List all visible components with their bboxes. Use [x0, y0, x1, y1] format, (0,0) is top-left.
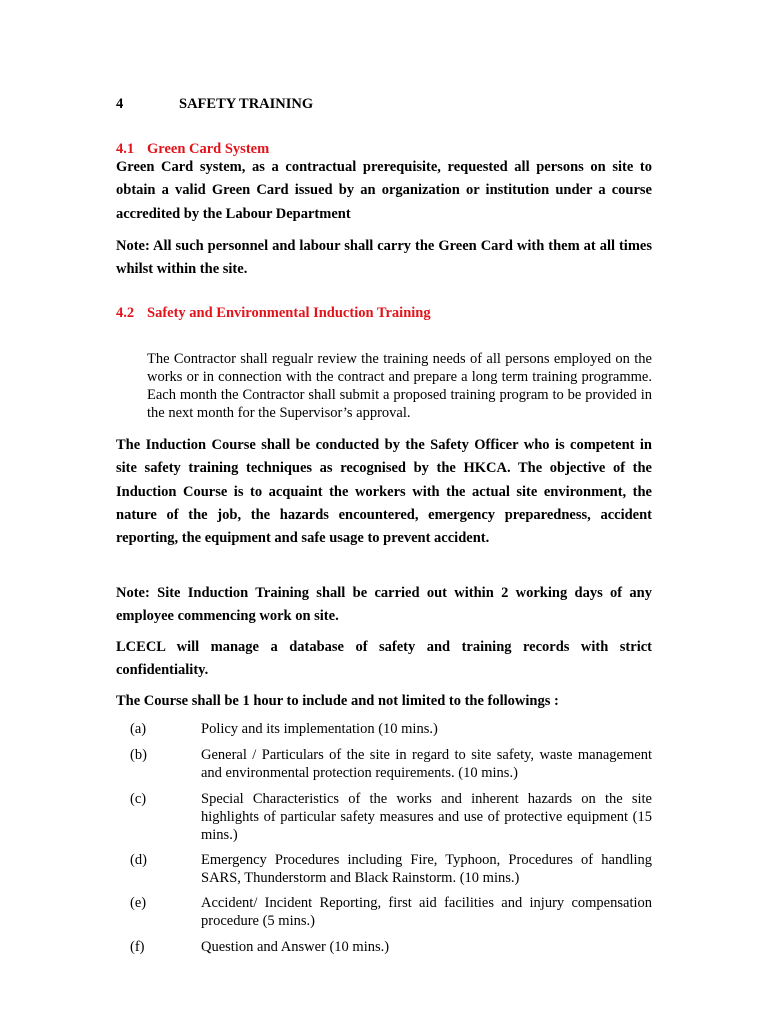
list-item-text: Question and Answer (10 mins.): [201, 939, 390, 955]
list-item-label: (d): [130, 852, 147, 868]
subsection-heading-4-2: [116, 304, 431, 322]
list-item: [116, 938, 652, 956]
list-item-label: (b): [130, 747, 147, 763]
list-item-text: Policy and its implementation (10 mins.): [201, 721, 438, 737]
section-title: SAFETY TRAINING: [179, 96, 314, 112]
subsection-number: 4.1: [116, 141, 135, 157]
subsection-title: Safety and Environmental Induction Training: [147, 305, 431, 321]
list-item: [116, 790, 652, 844]
training-intro-paragraph: The Contractor shall regualr review the training needs of all persons employed on the works or in connection with the contract and prepare a long term training programme. Each month the Contractor shall submit a proposed training program to be provided in the next month for the Supervisor’s approval.: [147, 351, 652, 421]
database-paragraph: LCECL will manage a database of safety and training records with strict confidentiality.: [116, 639, 652, 679]
induction-note: Note: Site Induction Training shall be carried out within 2 working days of any employee commencing work on site.: [116, 585, 652, 625]
induction-course-paragraph: The Induction Course shall be conducted by the Safety Officer who is competent in site safety training techniques as recognised by the HKCA. The objective of the Induction Course is to acquaint the workers with the actual site environment, the nature of the job, the hazards encountered, emergency preparedness, accident reporting, the equipment and safe usage to prevent accident.: [116, 437, 652, 547]
list-item-label: (e): [130, 895, 147, 911]
list-item: [116, 851, 652, 887]
list-item-label: (f): [130, 939, 145, 955]
list-item-text: General / Particulars of the site in regard to site safety, waste management and environmental protection requirements. (10 mins.): [201, 747, 652, 781]
list-item-text: Special Characteristics of the works and inherent hazards on the site highlights of particular safety measures and use of protective equipment (15 mins.): [201, 791, 652, 843]
list-item: [116, 746, 652, 782]
list-item: [116, 720, 652, 738]
green-card-paragraph: Green Card system, as a contractual prerequisite, requested all persons on site to obtain a valid Green Card issued by an organization or institution under a course accredited by the Labour Department: [116, 159, 652, 222]
section-heading: [116, 95, 313, 113]
course-intro: The Course shall be 1 hour to include and not limited to the followings :: [116, 693, 559, 709]
list-item-text: Emergency Procedures including Fire, Typhoon, Procedures of handling SARS, Thunderstorm and Black Rainstorm. (10 mins.): [201, 852, 652, 886]
list-item-text: Accident/ Incident Reporting, first aid facilities and injury compensation procedure (5 mins.): [201, 895, 652, 929]
subsection-title: Green Card System: [147, 141, 270, 157]
list-item-label: (c): [130, 791, 147, 807]
list-item: [116, 894, 652, 930]
subsection-number: 4.2: [116, 305, 135, 321]
green-card-note: Note: All such personnel and labour shall carry the Green Card with them at all times whilst within the site.: [116, 238, 652, 278]
section-number: 4: [116, 96, 124, 112]
list-item-label: (a): [130, 721, 147, 737]
